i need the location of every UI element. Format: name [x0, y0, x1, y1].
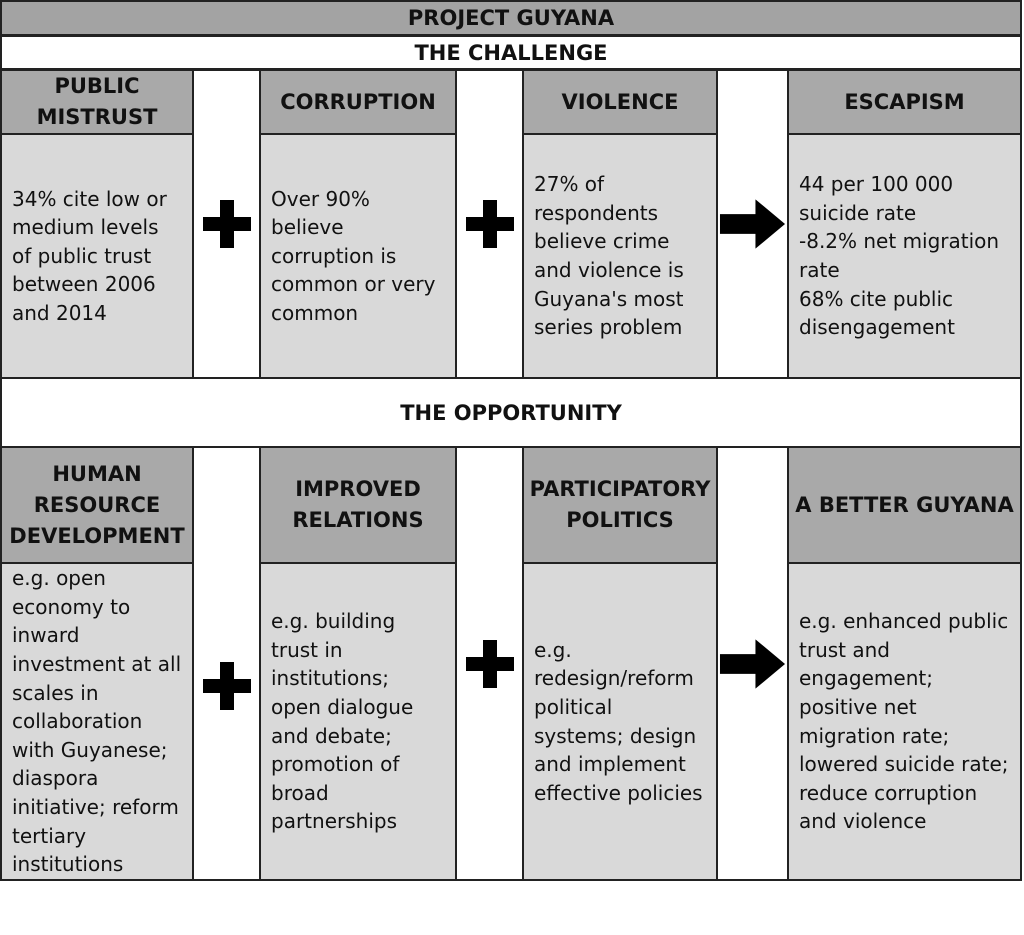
- opportunity-gap-2: [455, 446, 524, 881]
- opportunity-heading: THE OPPORTUNITY: [0, 377, 1022, 448]
- opportunity-card-human-resource-text: e.g. open economy to inward investment at all scales in collaboration with Guyanese; diaspora initiative; reform tertiary institutions: [0, 562, 194, 881]
- challenge-gap-2: [455, 69, 524, 379]
- plus-icon: [202, 199, 252, 249]
- challenge-card-violence-text: 27% of respondents believe crime and violence is Guyana's most series problem: [522, 133, 718, 379]
- opportunity-card-better-guyana-text: e.g. enhanced public trust and engagement; positive net migration rate; lowered suicide rate; reduce corruption and violence: [787, 562, 1022, 881]
- diagram-title: PROJECT GUYANA: [0, 0, 1022, 36]
- challenge-card-public-mistrust-title: PUBLIC MISTRUST: [0, 69, 194, 135]
- opportunity-card-human-resource-title: HUMAN RESOURCE DEVELOPMENT: [0, 446, 194, 564]
- arrow-right-icon: [718, 637, 787, 691]
- challenge-heading: THE CHALLENGE: [0, 35, 1022, 70]
- challenge-card-escapism-text: 44 per 100 000 suicide rate -8.2% net migration rate 68% cite public disengagement: [787, 133, 1022, 379]
- opportunity-card-participatory-politics-title: PARTICIPATORY POLITICS: [522, 446, 718, 564]
- plus-icon: [202, 661, 252, 711]
- challenge-gap-3: [716, 69, 789, 379]
- plus-icon: [465, 199, 515, 249]
- opportunity-gap-3: [716, 446, 789, 881]
- challenge-card-public-mistrust-text: 34% cite low or medium levels of public trust between 2006 and 2014: [0, 133, 194, 379]
- challenge-card-escapism-title: ESCAPISM: [787, 69, 1022, 135]
- challenge-card-corruption-title: CORRUPTION: [259, 69, 457, 135]
- opportunity-card-participatory-politics-text: e.g. redesign/reform political systems; design and implement effective policies: [522, 562, 718, 881]
- challenge-card-violence-title: VIOLENCE: [522, 69, 718, 135]
- opportunity-card-improved-relations-text: e.g. building trust in institutions; open dialogue and debate; promotion of broad partnerships: [259, 562, 457, 881]
- opportunity-card-improved-relations-title: IMPROVED RELATIONS: [259, 446, 457, 564]
- arrow-right-icon: [718, 197, 787, 251]
- opportunity-card-better-guyana-title: A BETTER GUYANA: [787, 446, 1022, 564]
- plus-icon: [465, 639, 515, 689]
- challenge-gap-1: [192, 69, 261, 379]
- opportunity-gap-1: [192, 446, 261, 881]
- challenge-card-corruption-text: Over 90% believe corruption is common or very common: [259, 133, 457, 379]
